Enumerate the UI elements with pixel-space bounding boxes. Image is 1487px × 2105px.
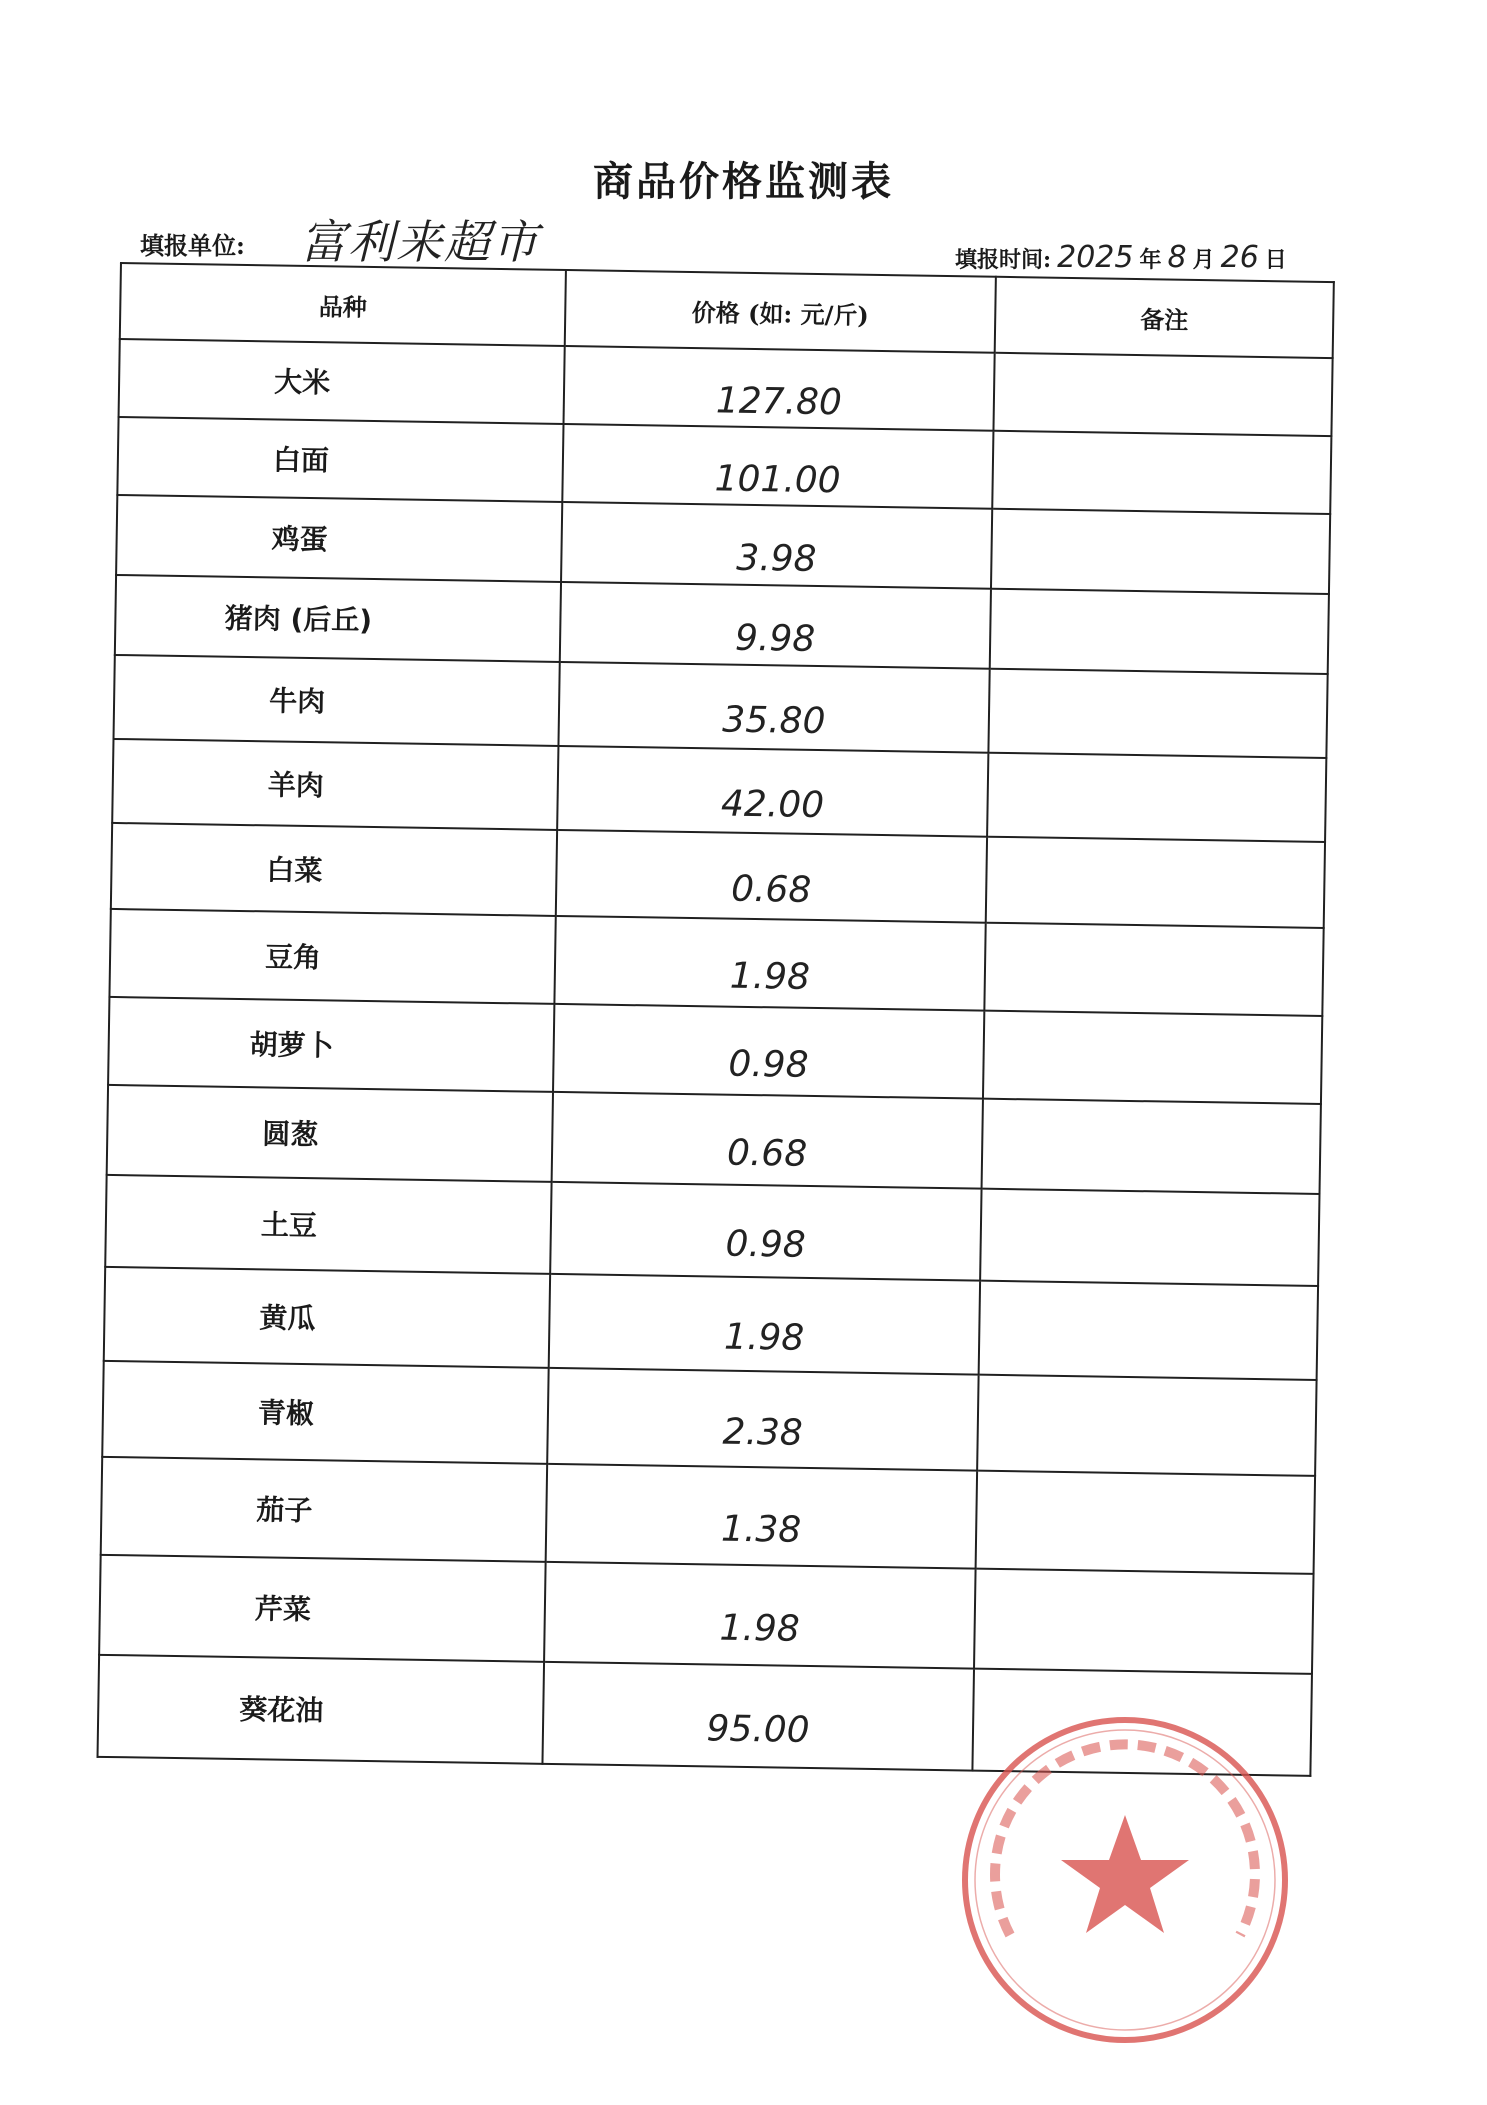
reporting-unit-label: 填报单位: (140, 231, 245, 260)
price-cell: 0.98 (550, 1182, 981, 1281)
header-price: 价格 (如: 元/斤) (565, 270, 996, 353)
note-cell (993, 353, 1332, 436)
table-row (99, 1555, 1313, 1674)
price-cell: 42.00 (557, 746, 988, 837)
reporting-unit-value: 富利来超市 (300, 215, 540, 269)
price-cell: 35.80 (558, 662, 989, 753)
variety-cell: 葵花油 (98, 1655, 545, 1764)
variety-cell: 鸡蛋 (116, 495, 562, 582)
variety-cell: 白菜 (111, 823, 557, 916)
variety-cell: 圆葱 (107, 1085, 553, 1182)
note-cell (990, 589, 1329, 674)
variety-cell: 猪肉 (后丘) (115, 575, 561, 662)
variety-cell: 土豆 (105, 1175, 551, 1274)
table-row (102, 1361, 1316, 1476)
note-cell (987, 753, 1326, 842)
variety-cell: 大米 (119, 339, 565, 424)
note-cell (979, 1281, 1318, 1380)
variety-cell: 羊肉 (112, 739, 558, 830)
price-table (97, 262, 1335, 1777)
variety-cell: 芹菜 (99, 1555, 546, 1662)
date-label: 填报时间: (955, 247, 1052, 273)
price-cell: 2.38 (547, 1368, 978, 1471)
date-year: 2025 (1057, 240, 1134, 275)
variety-cell: 白面 (117, 417, 563, 502)
reporting-date (955, 240, 1287, 275)
variety-cell: 豆角 (109, 909, 555, 1004)
price-cell: 3.98 (561, 502, 992, 589)
note-cell (982, 1099, 1321, 1194)
note-cell (992, 431, 1331, 514)
price-cell: 1.98 (549, 1274, 980, 1375)
note-cell (983, 1011, 1322, 1104)
price-cell: 1.98 (554, 916, 985, 1011)
table-body (98, 339, 1333, 1776)
variety-cell: 黄瓜 (104, 1267, 550, 1368)
date-month-unit: 月 (1192, 247, 1215, 273)
price-table-wrapper (97, 262, 1335, 1777)
date-day: 26 (1220, 240, 1259, 275)
date-day-unit: 日 (1264, 247, 1287, 273)
variety-cell: 茄子 (101, 1457, 547, 1562)
header-note: 备注 (995, 277, 1334, 358)
price-cell: 1.38 (546, 1464, 977, 1569)
official-seal-stamp (950, 1705, 1300, 2055)
price-cell: 0.68 (552, 1092, 983, 1189)
note-cell (980, 1189, 1319, 1286)
note-cell (991, 509, 1330, 594)
form-title: 商品价格监测表 (593, 158, 894, 205)
variety-cell: 胡萝卜 (108, 997, 554, 1092)
date-month: 8 (1167, 240, 1187, 275)
note-cell (984, 923, 1323, 1016)
note-cell (977, 1375, 1316, 1476)
variety-cell: 牛肉 (114, 655, 560, 746)
price-cell: 127.80 (564, 346, 995, 431)
table-row (101, 1457, 1315, 1574)
note-cell (986, 837, 1325, 928)
note-cell (974, 1569, 1314, 1674)
note-cell (976, 1471, 1315, 1574)
note-cell (988, 669, 1327, 758)
variety-cell: 青椒 (102, 1361, 548, 1464)
price-cell: 9.98 (560, 582, 991, 669)
header-variety: 品种 (120, 263, 566, 346)
price-cell: 0.98 (553, 1004, 984, 1099)
price-cell: 1.98 (544, 1562, 976, 1669)
price-cell: 95.00 (542, 1662, 974, 1771)
price-cell: 0.68 (556, 830, 987, 923)
price-cell: 101.00 (562, 424, 993, 509)
date-year-unit: 年 (1139, 247, 1162, 273)
